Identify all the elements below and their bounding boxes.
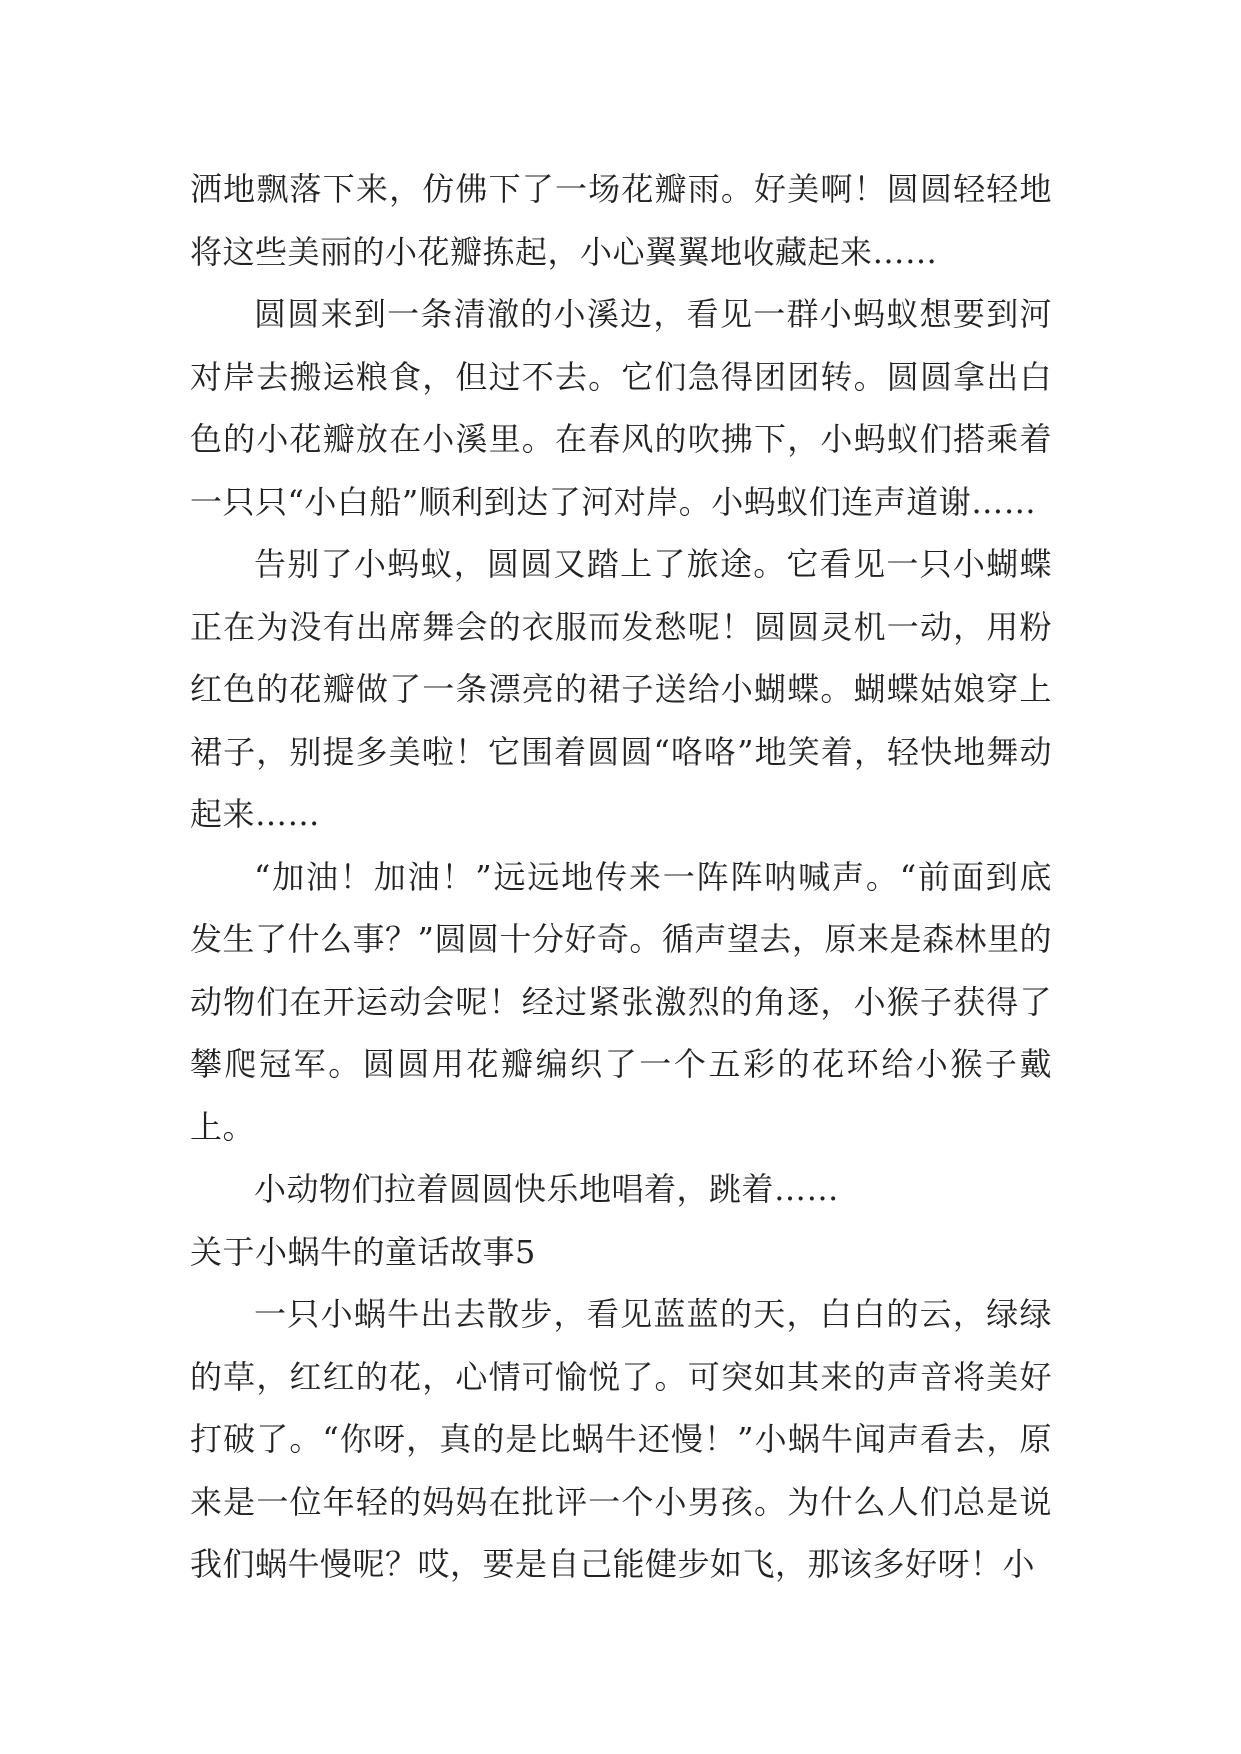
paragraph-continued: 洒地飘落下来，仿佛下了一场花瓣雨。好美啊！圆圆轻轻地将这些美丽的小花瓣拣起，小心翼翼地收藏起来…… [190,170,1052,271]
paragraph-celebration: 小动物们拉着圆圆快乐地唱着，跳着…… [254,1170,840,1208]
document-body [190,158,1052,1596]
paragraph-sports-meet: “加油！加油！”远远地传来一阵阵呐喊声。“前面到底发生了什么事？”圆圆十分好奇。循声望去，原来是森林里的动物们在开运动会呢！经过紧张激烈的角逐，小猴子获得了攀爬冠军。圆圆用花瓣编织了一个五彩的花环给小猴子戴上。 [190,857,1052,1146]
section-heading: 关于小蜗牛的童话故事5 [190,1232,536,1271]
paragraph-snail: 一只小蜗牛出去散步，看见蓝蓝的天，白白的云，绿绿的草，红红的花，心情可愉悦了。可突如其来的声音将美好打破了。“你呀，真的是比蜗牛还慢！”小蜗牛闻声看去，原来是一位年轻的妈妈在批评一个小男孩。为什么人们总是说我们蜗牛慢呢？哎，要是自己能健步如飞，那该多好呀！小 [190,1295,1052,1583]
paragraph-butterfly: 告别了小蚂蚁，圆圆又踏上了旅途。它看见一只小蝴蝶正在为没有出席舞会的衣服而发愁呢！圆圆灵机一动，用粉红色的花瓣做了一条漂亮的裙子送给小蝴蝶。蝴蝶姑娘穿上裙子，别提多美啦！它围着圆圆“咯咯”地笑着，轻快地舞动起来…… [190,545,1052,833]
paragraph-stream: 圆圆来到一条清澈的小溪边，看见一群小蚂蚁想要到河对岸去搬运粮食，但过不去。它们急得团团转。圆圆拿出白色的小花瓣放在小溪里。在春风的吹拂下，小蚂蚁们搭乘着一只只“小白船”顺利到达了河对岸。小蚂蚁们连声道谢…… [190,295,1052,521]
